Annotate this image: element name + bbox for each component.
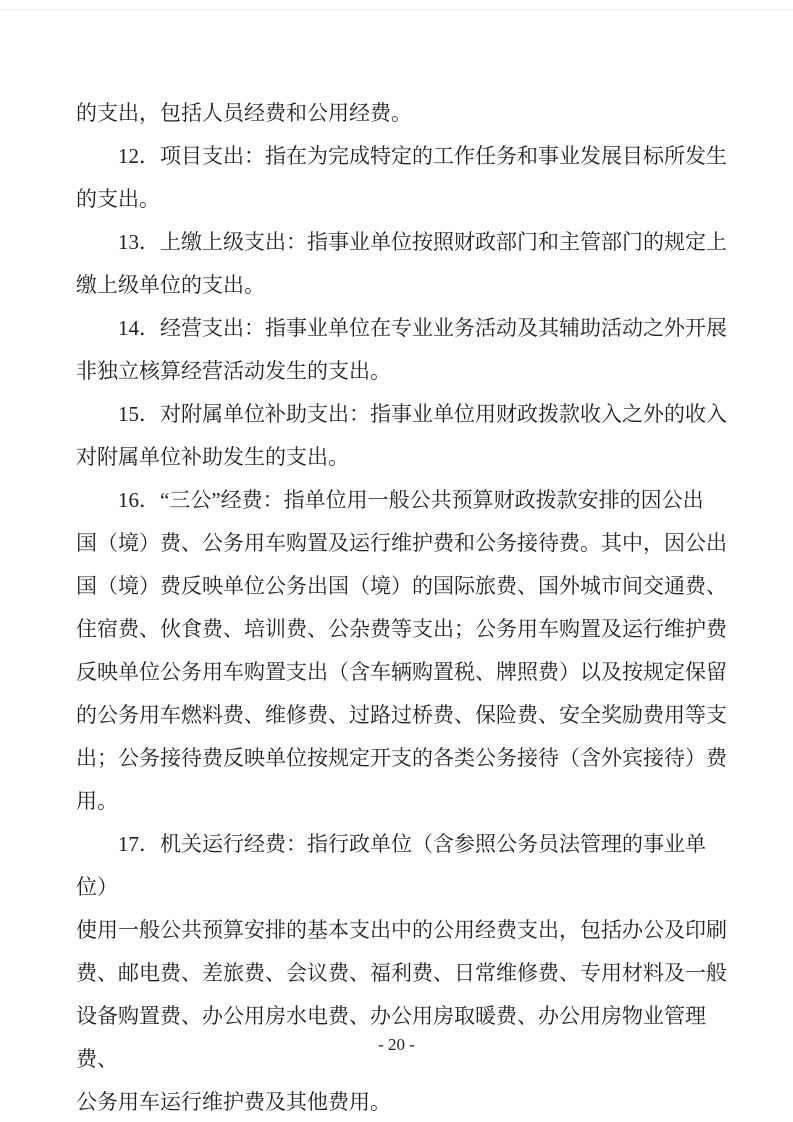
paragraph-item-12: 12．项目支出：指在为完成特定的工作任务和事业发展目标所发生 的支出。 — [76, 144, 727, 211]
paragraph-item-13: 13．上缴上级支出：指事业单位按照财政部门和主管部门的规定上 缴上级单位的支出。 — [76, 230, 727, 297]
document-body — [76, 92, 728, 1122]
page-number: - 20 - — [378, 1035, 415, 1054]
paragraph-continuation: 的支出，包括人员经费和公用经费。 — [76, 101, 412, 125]
page-top-edge — [0, 9, 793, 10]
paragraph-item-14: 14．经营支出：指事业单位在专业业务活动及其辅助活动之外开展 非独立核算经营活动发生的支出。 — [76, 316, 727, 383]
paragraph-item-17: 17．机关运行经费：指行政单位（含参照公务员法管理的事业单位） 使用一般公共预算安排的基本支出中的公用经费支出，包括办公及印刷 费、邮电费、差旅费、会议费、福利费、日常维修费、专用材料及一般 设备购置费、办公用房水电费、办公用房取暖费、办公用房物业管理费、 公务用车运行维护费及其他费用。 — [76, 832, 727, 1114]
paragraph-item-15: 15．对附属单位补助支出：指事业单位用财政拨款收入之外的收入 对附属单位补助发生的支出。 — [76, 402, 727, 469]
paragraph-item-16: 16．“三公”经费：指单位用一般公共预算财政拨款安排的因公出 国（境）费、公务用车购置及运行维护费和公务接待费。其中，因公出 国（境）费反映单位公务出国（境）的国际旅费、国外城市间交通费、 住宿费、伙食费、培训费、公杂费等支出；公务用车购置及运行维护费 反映单位公务用车购置支出（含车辆购置税、牌照费）以及按规定保留 的公务用车燃料费、维修费、过路过桥费、保险费、安全奖励费用等支 出；公务接待费反映单位按规定开支的各类公务接待（含外宾接待）费 用。 — [76, 488, 727, 813]
